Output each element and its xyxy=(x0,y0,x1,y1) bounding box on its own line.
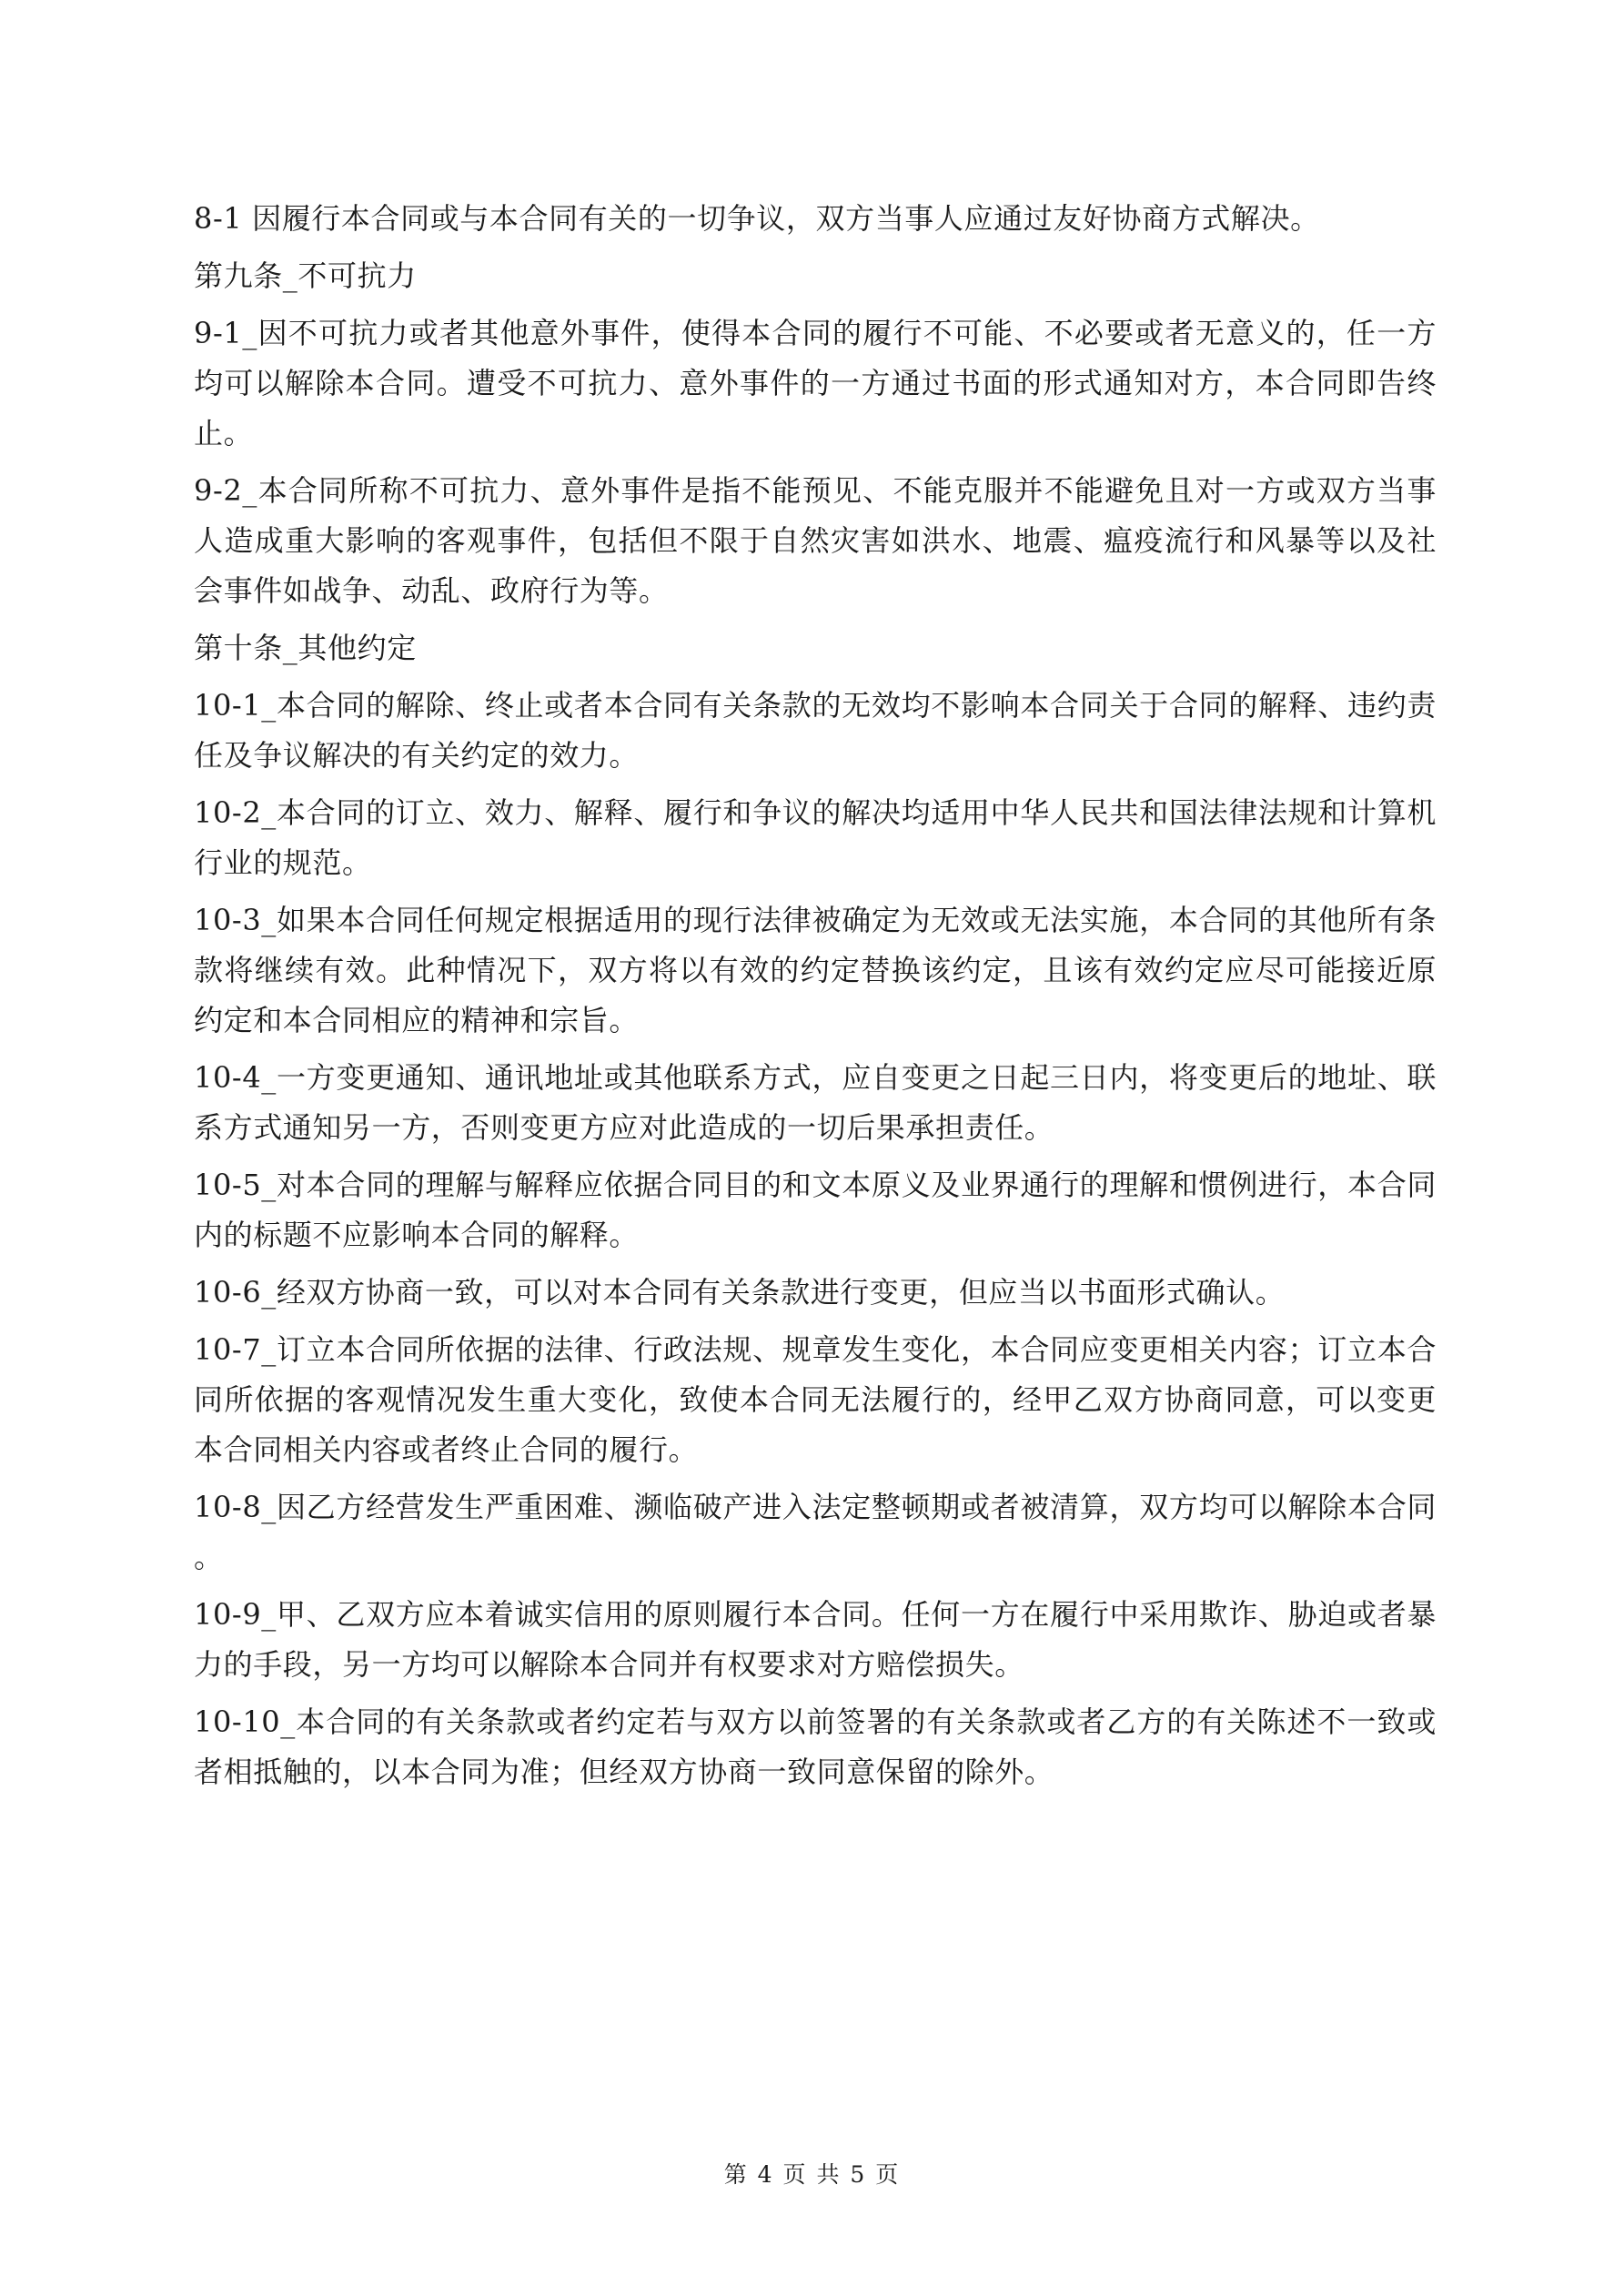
clause-10-10: 10-10_本合同的有关条款或者约定若与双方以前签署的有关条款或者乙方的有关陈述不一致或者相抵触的，以本合同为准；但经双方协商一致同意保留的除外。 xyxy=(194,1704,1437,1789)
clause-10-8: 10-8_因乙方经营发生严重困难、濒临破产进入法定整顿期或者被清算，双方均可以解除本合同。 xyxy=(194,1490,1437,1574)
clause-9-2: 9-2_本合同所称不可抗力、意外事件是指不能预见、不能克服并不能避免且对一方或双方当事人造成重大影响的客观事件，包括但不限于自然灾害如洪水、地震、瘟疫流行和风暴等以及社会事件如战争、动乱、政府行为等。 xyxy=(194,473,1437,608)
article-10-heading: 第十条_其他约定 xyxy=(194,631,417,665)
clause-10-4: 10-4_一方变更通知、通讯地址或其他联系方式，应自变更之日起三日内，将变更后的地址、联系方式通知另一方，否则变更方应对此造成的一切后果承担责任。 xyxy=(194,1060,1437,1145)
article-9-heading: 第九条_不可抗力 xyxy=(194,258,417,293)
clause-8-1: 8-1 因履行本合同或与本合同有关的一切争议，双方当事人应通过友好协商方式解决。 xyxy=(194,201,1320,236)
page-body xyxy=(194,194,1437,1805)
clause-10-6: 10-6_经双方协商一致，可以对本合同有关条款进行变更，但应当以书面形式确认。 xyxy=(194,1275,1286,1310)
clause-10-3: 10-3_如果本合同任何规定根据适用的现行法律被确定为无效或无法实施，本合同的其他所有条款将继续有效。此种情况下，双方将以有效的约定替换该约定，且该有效约定应尽可能接近原约定和本合同相应的精神和宗旨。 xyxy=(194,903,1437,1037)
page-number-footer: 第 4 页 共 5 页 xyxy=(723,2161,901,2188)
clause-10-9: 10-9_甲、乙双方应本着诚实信用的原则履行本合同。任何一方在履行中采用欺诈、胁迫或者暴力的手段，另一方均可以解除本合同并有权要求对方赔偿损失。 xyxy=(194,1597,1437,1682)
clause-10-5: 10-5_对本合同的理解与解释应依据合同目的和文本原义及业界通行的理解和惯例进行，本合同内的标题不应影响本合同的解释。 xyxy=(194,1168,1437,1252)
clause-10-2: 10-2_本合同的订立、效力、解释、履行和争议的解决均适用中华人民共和国法律法规和计算机行业的规范。 xyxy=(194,795,1437,880)
clause-10-1: 10-1_本合同的解除、终止或者本合同有关条款的无效均不影响本合同关于合同的解释、违约责任及争议解决的有关约定的效力。 xyxy=(194,688,1437,773)
clause-9-1: 9-1_因不可抗力或者其他意外事件，使得本合同的履行不可能、不必要或者无意义的，任一方均可以解除本合同。遭受不可抗力、意外事件的一方通过书面的形式通知对方，本合同即告终止。 xyxy=(194,316,1437,450)
clause-10-7: 10-7_订立本合同所依据的法律、行政法规、规章发生变化，本合同应变更相关内容；订立本合同所依据的客观情况发生重大变化，致使本合同无法履行的，经甲乙双方协商同意，可以变更本合同相关内容或者终止合同的履行。 xyxy=(194,1332,1437,1467)
